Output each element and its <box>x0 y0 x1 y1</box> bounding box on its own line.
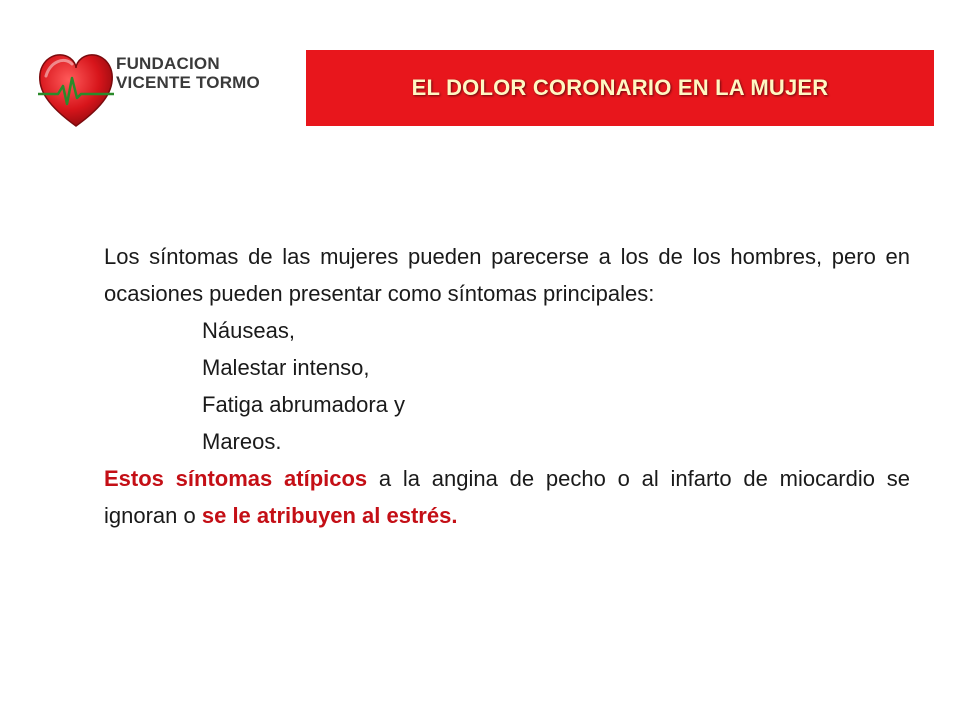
heart-pulse-icon <box>36 48 116 132</box>
logo-line-1: FUNDACION <box>116 54 220 73</box>
symptom-list <box>104 312 910 460</box>
closing-middle-text: a la angina de pecho o al infarto de miocardio se ignoran o <box>104 466 910 528</box>
fundacion-logo <box>36 48 276 132</box>
page-title: EL DOLOR CORONARIO EN LA MUJER <box>411 75 829 100</box>
symptom-item: Fatiga abrumadora y <box>202 392 405 417</box>
intro-paragraph: Los síntomas de las mujeres pueden parecerse a los de los hombres, pero en ocasiones pueden presentar como síntomas principales: <box>104 244 910 306</box>
title-banner <box>306 50 934 126</box>
symptom-item: Náuseas, <box>202 318 295 343</box>
stress-attribution-highlight: se le atribuyen al estrés. <box>201 503 458 528</box>
closing-paragraph <box>104 460 910 534</box>
logo-line-2: VICENTE TORMO <box>116 73 260 92</box>
symptom-item: Malestar intenso, <box>202 355 370 380</box>
slide-body <box>104 238 910 534</box>
atypical-symptoms-highlight: Estos síntomas atípicos <box>104 466 368 491</box>
symptom-item: Mareos. <box>202 429 282 454</box>
